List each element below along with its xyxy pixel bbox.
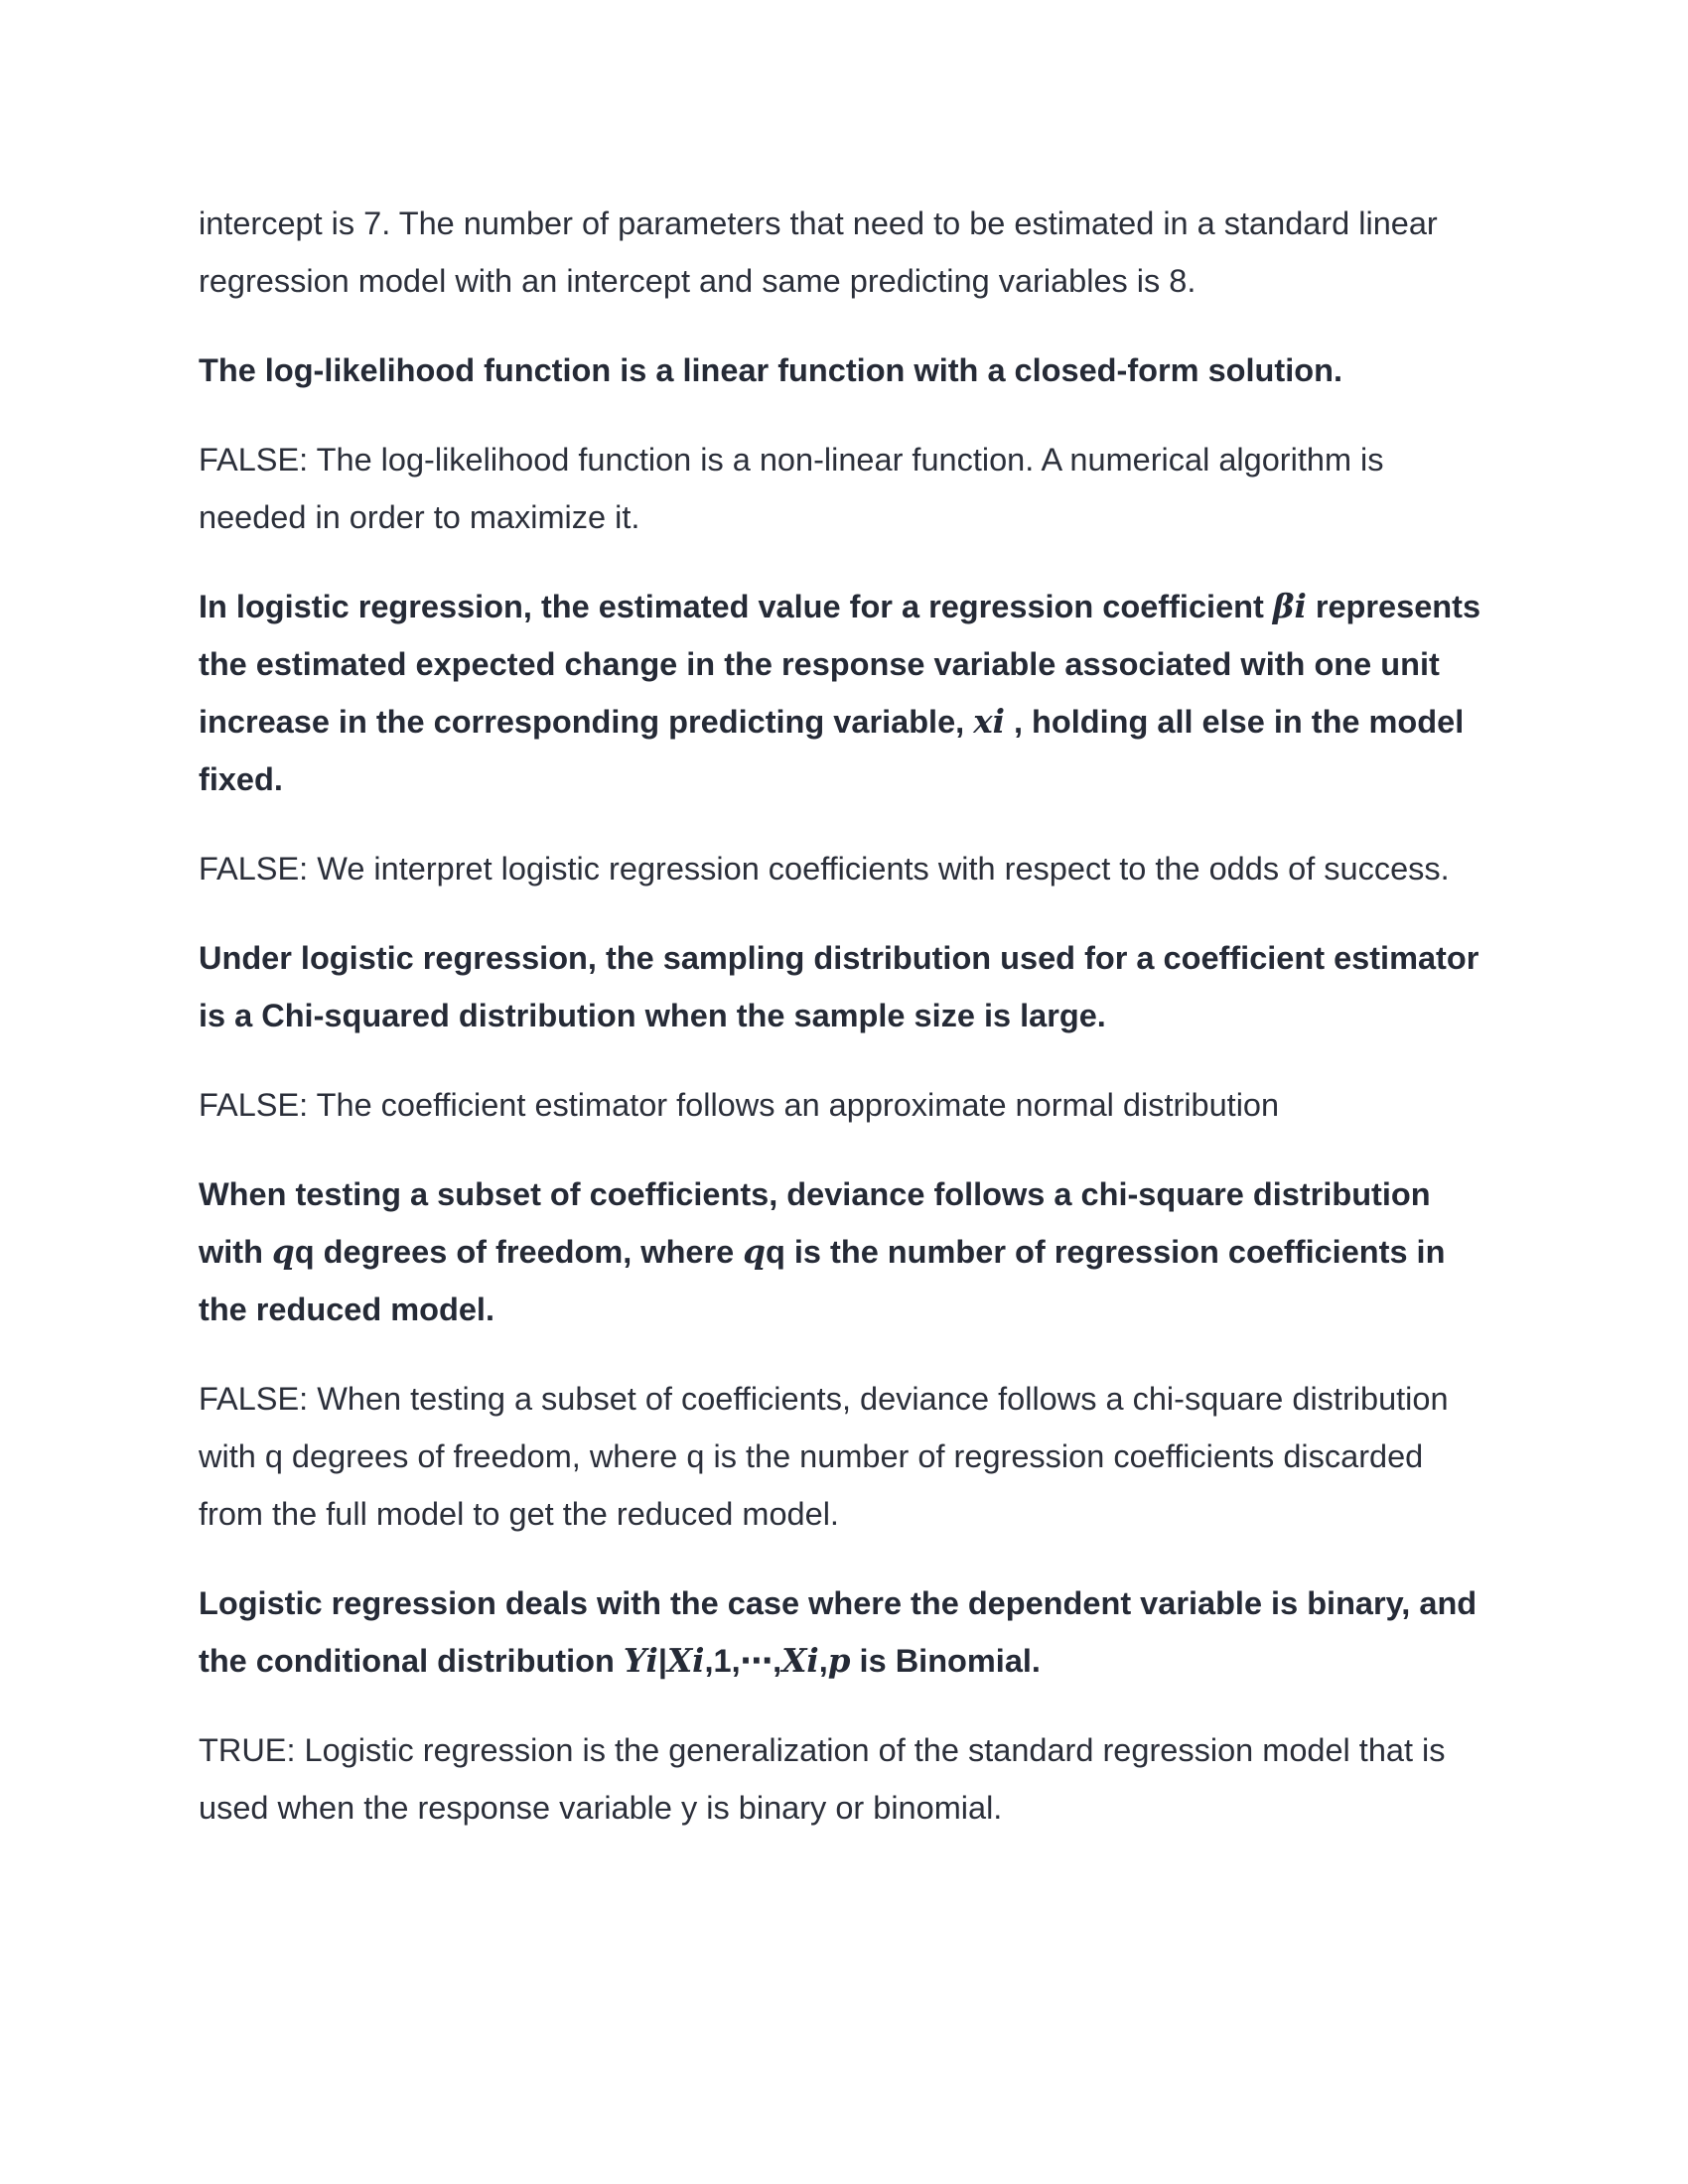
document-page: [199, 195, 1489, 1837]
statement-deviance: [199, 1165, 1489, 1338]
statement-coefficient-interpretation: [199, 578, 1489, 808]
paragraph-continuation: intercept is 7. The number of parameters that need to be estimated in a standard linear regression model with an intercept and same predicting variables is 8.: [199, 205, 1438, 299]
math-x-i: xi: [973, 702, 1005, 741]
answer-loglikelihood: FALSE: The log-likelihood function is a non-linear function. A numerical algorithm is needed in order to maximize it.: [199, 442, 1384, 535]
statement-text: q is the number of regression coefficients in the reduced model.: [199, 1234, 1446, 1327]
math-x-i: Xi: [666, 1641, 705, 1680]
answer-binary-dependent: TRUE: Logistic regression is the generalization of the standard regression model that is used when the response variable y is binary or binomial.: [199, 1732, 1446, 1826]
statement-text: When testing a subset of coefficients, deviance follows a chi-square distribution with: [199, 1176, 1431, 1270]
answer-coefficient-interpretation: FALSE: We interpret logistic regression coefficients with respect to the odds of success.: [199, 851, 1450, 887]
math-comma: ,: [818, 1643, 828, 1679]
statement-sampling-distribution: Under logistic regression, the sampling distribution used for a coefficient estimator is a Chi-squared distribution when the sample size is large.: [199, 940, 1479, 1033]
math-q: q: [272, 1232, 295, 1271]
math-y-i: Yi: [623, 1641, 658, 1680]
math-sequence: ,1,⋯,: [704, 1643, 782, 1679]
statement-text: q degrees of freedom, where: [294, 1234, 744, 1270]
math-x-i: Xi: [781, 1641, 819, 1680]
math-bar: |: [657, 1643, 667, 1679]
statement-text: represents the estimated expected change in the response variable associated with one unit increase in the corresponding predicting variable,: [199, 589, 1481, 740]
answer-sampling-distribution: FALSE: The coefficient estimator follows an approximate normal distribution: [199, 1087, 1280, 1123]
statement-binary-dependent: [199, 1574, 1489, 1690]
math-q: q: [743, 1232, 766, 1271]
math-beta-i: βi: [1272, 587, 1307, 625]
answer-deviance: FALSE: When testing a subset of coefficients, deviance follows a chi-square distribution with q degrees of freedom, where q is the number of regression coefficients discarded from the full model to get the reduced model.: [199, 1381, 1449, 1532]
statement-text: Logistic regression deals with the case where the dependent variable is binary, and the conditional distribution: [199, 1585, 1477, 1679]
statement-text: In logistic regression, the estimated value for a regression coefficient: [199, 589, 1273, 624]
statement-text: , holding all else in the model fixed.: [199, 704, 1465, 797]
math-p: p: [827, 1641, 851, 1680]
statement-text: is Binomial.: [850, 1643, 1041, 1679]
statement-loglikelihood: The log-likelihood function is a linear function with a closed-form solution.: [199, 352, 1342, 388]
